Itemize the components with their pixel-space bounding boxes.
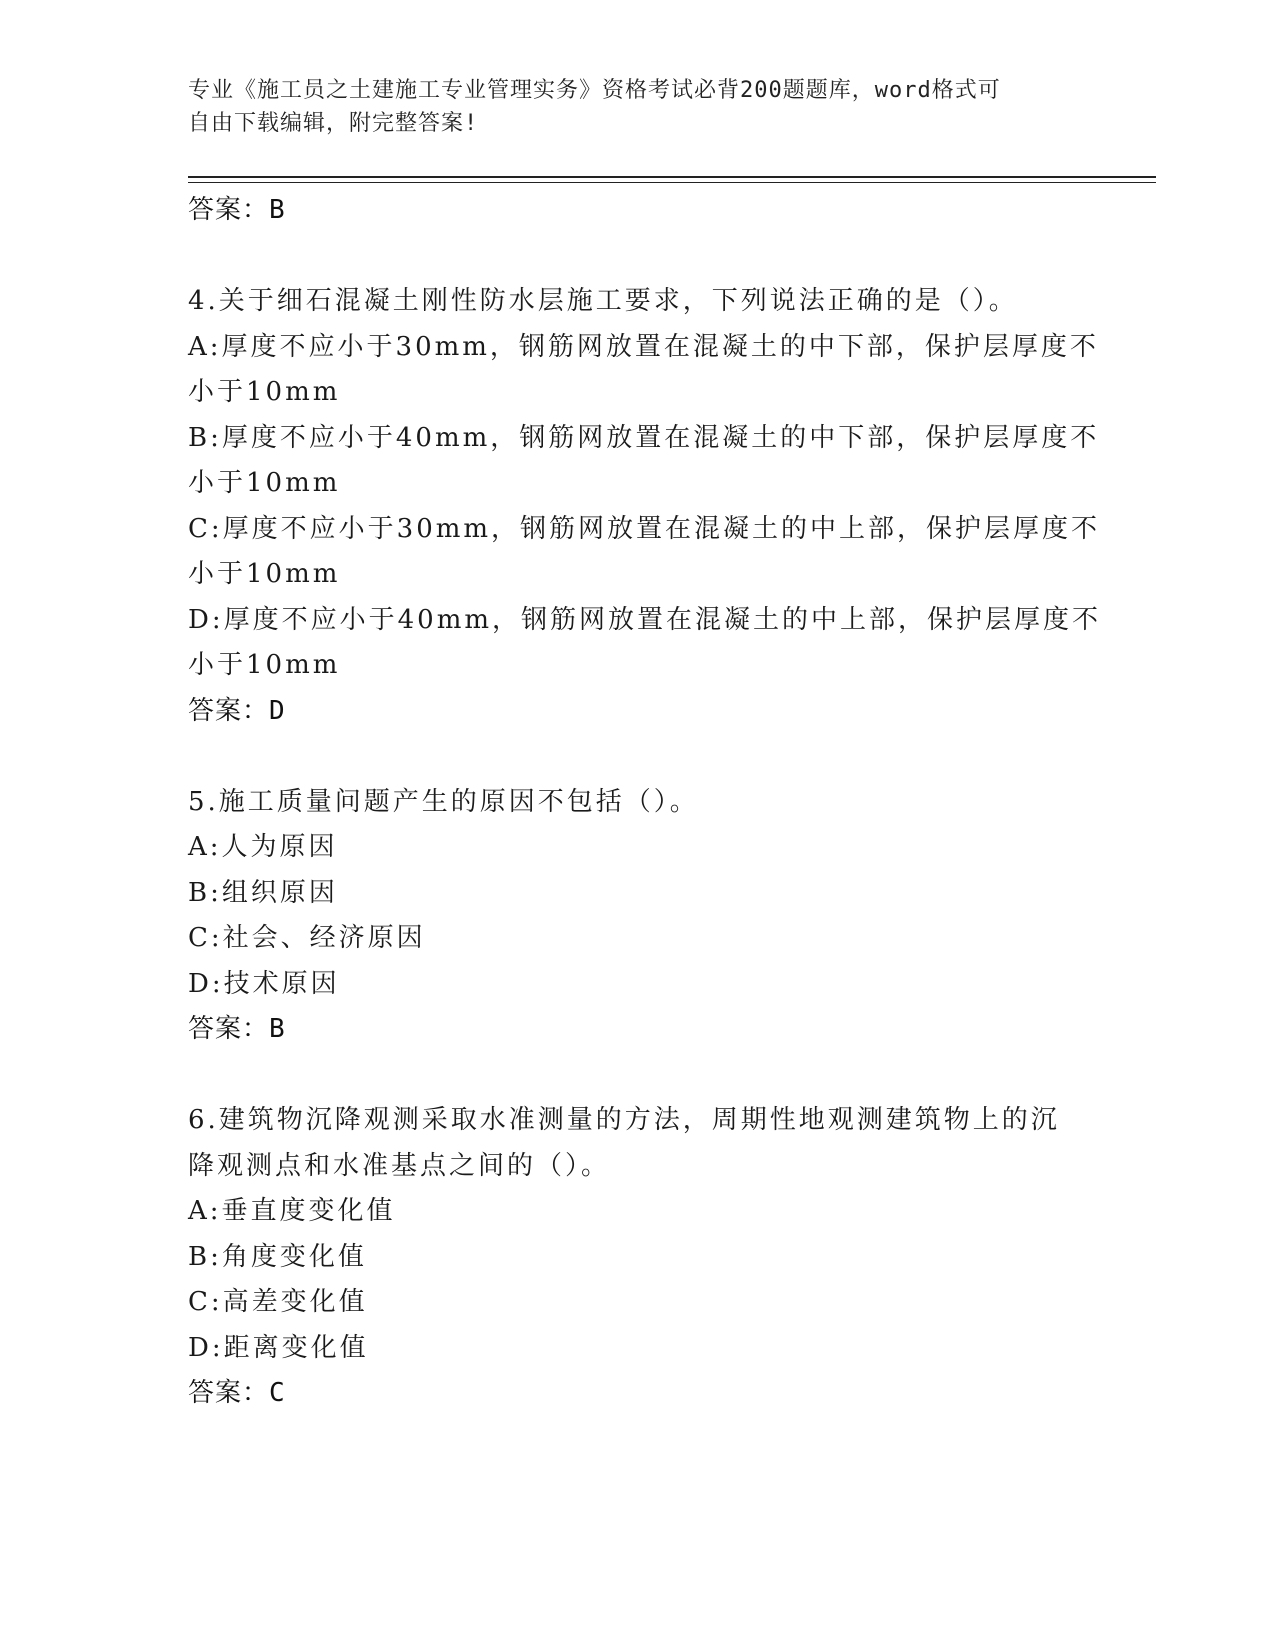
question-block [188, 279, 1101, 734]
option-text: D:厚度不应小于40mm，钢筋网放置在混凝土的中上部，保护层厚度不 [188, 604, 1101, 635]
question-stem-continued: 降观测点和水准基点之间的（）。 [188, 1150, 611, 1181]
option-b: B:组织原因 [188, 877, 338, 908]
option-b [188, 416, 1100, 507]
question-stem: 6.建筑物沉降观测采取水准测量的方法，周期性地观测建筑物上的沉 [188, 1105, 1060, 1135]
option-text: B:厚度不应小于40mm，钢筋网放置在混凝土的中下部，保护层厚度不 [188, 422, 1100, 453]
question-content [188, 188, 1101, 1417]
answer-line: 答案：C [188, 1378, 286, 1408]
header-title-line-1: 专业《施工员之土建施工专业管理实务》资格考试必背200题题库，word格式可 [188, 78, 1001, 103]
option-d [188, 598, 1101, 689]
answer-line: 答案：D [188, 695, 286, 726]
answer-line: 答案：B [188, 195, 286, 225]
option-a: A:垂直度变化值 [188, 1196, 396, 1226]
option-a: A:人为原因 [188, 832, 338, 862]
answer-line: 答案：B [188, 1014, 286, 1044]
question-stem: 4.关于细石混凝土刚性防水层施工要求，下列说法正确的是（）。 [188, 286, 1018, 316]
option-d: D:技术原因 [188, 968, 340, 999]
option-text-continued: 小于10mm [188, 559, 341, 589]
spacer [188, 234, 1088, 280]
option-b: B:角度变化值 [188, 1241, 367, 1272]
header-title-line-2: 自由下载编辑，附完整答案! [188, 111, 479, 136]
spacer [188, 1053, 1088, 1099]
header-divider-thick [188, 176, 1156, 178]
option-d: D:距离变化值 [188, 1332, 369, 1363]
option-text: A:厚度不应小于30mm，钢筋网放置在混凝土的中下部，保护层厚度不 [188, 331, 1099, 362]
option-c [188, 507, 1101, 598]
option-text: C:厚度不应小于30mm，钢筋网放置在混凝土的中上部，保护层厚度不 [188, 513, 1101, 544]
option-c: C:高差变化值 [188, 1287, 368, 1317]
option-text-continued: 小于10mm [188, 468, 341, 498]
question-block [188, 780, 1088, 1053]
option-c: C:社会、经济原因 [188, 923, 426, 953]
option-text-continued: 小于10mm [188, 377, 341, 407]
page-header [188, 74, 1088, 140]
header-divider-thin [188, 182, 1156, 183]
option-text-continued: 小于10mm [188, 650, 341, 680]
option-a [188, 325, 1099, 416]
question-stem: 5.施工质量问题产生的原因不包括（）。 [188, 786, 699, 817]
spacer [188, 734, 1088, 780]
question-block [188, 1098, 1088, 1417]
